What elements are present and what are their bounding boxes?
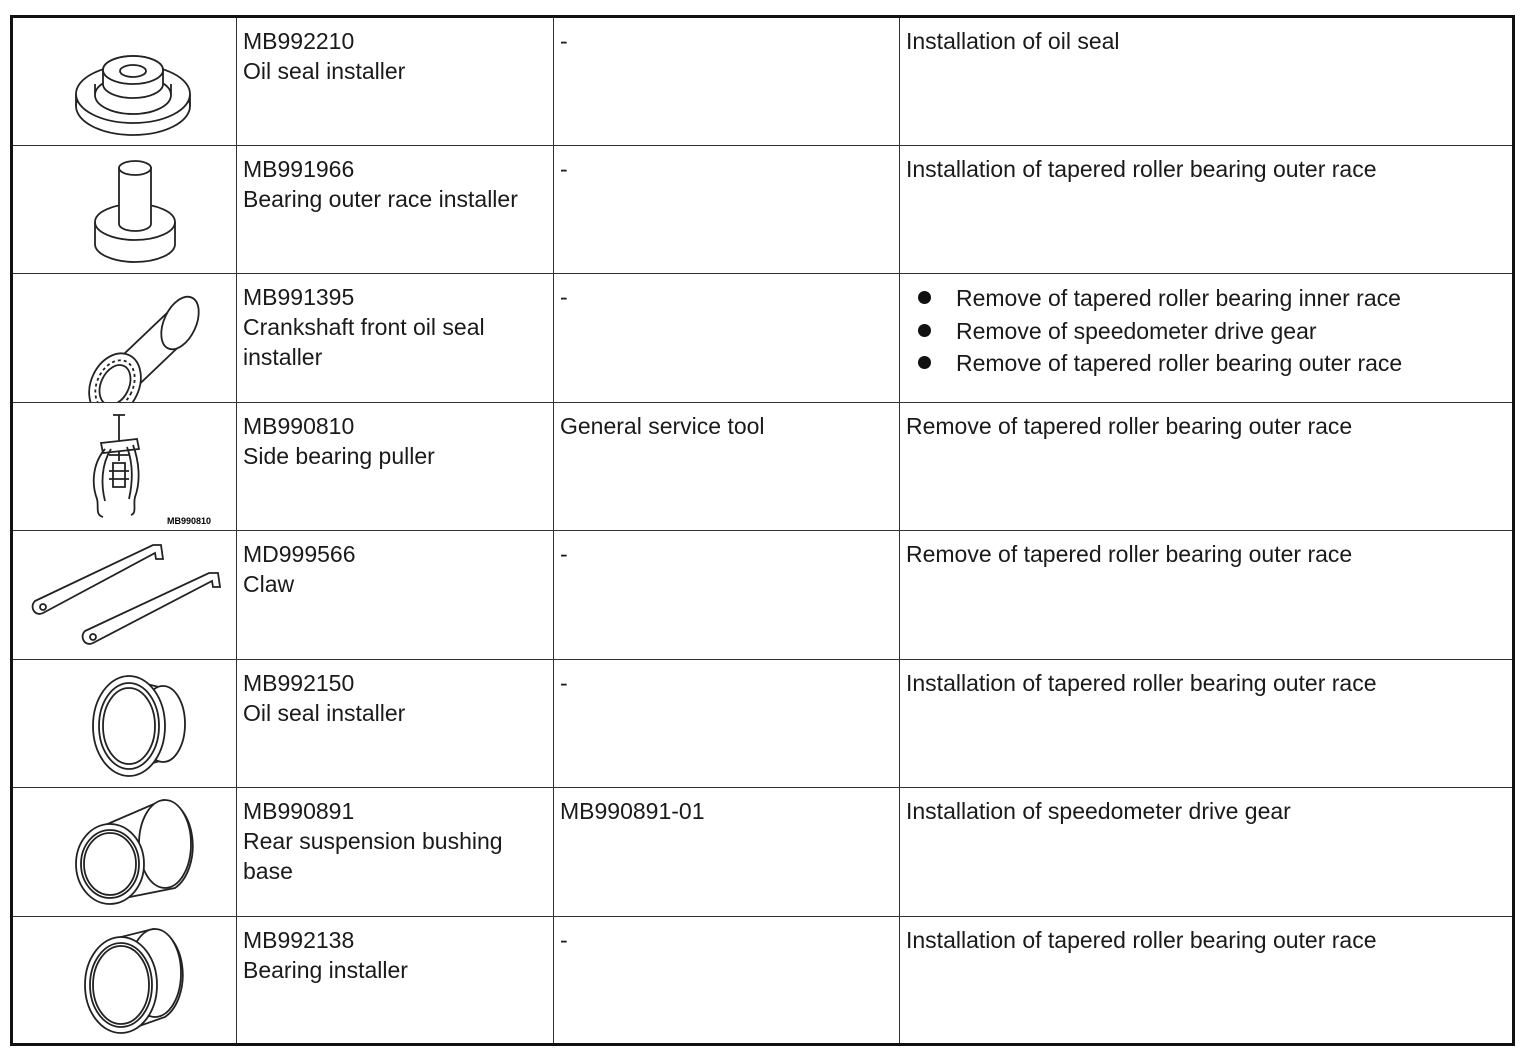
supersession-text: - <box>560 541 568 567</box>
tool-number-name-cell <box>237 916 554 1045</box>
oil-seal-installer-icon <box>13 18 238 146</box>
table-row <box>12 788 1514 917</box>
tool-name: Oil seal installer <box>243 699 406 726</box>
figure-label: MB990810 <box>167 515 212 526</box>
bearing-outer-race-installer-icon <box>13 146 238 274</box>
supersession-text: - <box>560 155 568 182</box>
application-text: Installation of tapered roller bearing outer race <box>906 926 1377 953</box>
supersession-text: - <box>560 28 568 54</box>
supersession-text: - <box>560 284 568 310</box>
supersession-text: MB990891-01 <box>560 798 705 824</box>
tool-name: Crankshaft front oil seal installer <box>243 314 485 370</box>
bullet-icon <box>918 356 931 369</box>
table-row <box>12 531 1514 660</box>
tool-image-cell <box>12 659 237 788</box>
crankshaft-front-oil-seal-installer-icon <box>13 274 238 402</box>
application-list <box>900 274 1512 380</box>
application-text: Installation of oil seal <box>906 28 1120 54</box>
table-row <box>12 916 1514 1045</box>
application-cell <box>900 145 1514 274</box>
rear-suspension-bushing-base-icon <box>13 788 238 916</box>
application-text: Installation of speedometer drive gear <box>906 798 1291 824</box>
bullet-icon <box>918 324 931 337</box>
application-text: Remove of tapered roller bearing inner race <box>956 285 1401 311</box>
tool-image-cell <box>12 916 237 1045</box>
table-row <box>12 659 1514 788</box>
tool-name: Side bearing puller <box>243 442 435 469</box>
tool-number: MB991966 <box>243 155 355 182</box>
tool-number: MB990810 <box>243 412 355 439</box>
tool-number-name-cell <box>237 145 554 274</box>
tool-number: MB991395 <box>243 284 355 310</box>
supersession-text: General service tool <box>560 412 765 439</box>
tool-number-name-cell <box>237 659 554 788</box>
tool-image-cell <box>12 145 237 274</box>
table-row <box>12 17 1514 146</box>
tool-name: Oil seal installer <box>243 58 406 84</box>
supersession-text: - <box>560 926 568 953</box>
supersession-cell <box>554 659 900 788</box>
tool-number: MB990891 <box>243 798 355 824</box>
list-item <box>918 315 1512 348</box>
tool-number-name-cell <box>237 402 554 531</box>
bullet-icon <box>918 291 931 304</box>
tool-number: MB992210 <box>243 28 355 54</box>
list-item <box>918 282 1512 315</box>
table-row <box>12 402 1514 531</box>
supersession-cell <box>554 145 900 274</box>
application-cell <box>900 659 1514 788</box>
table-row <box>12 274 1514 403</box>
special-tools-table <box>10 15 1515 1046</box>
application-text: Installation of tapered roller bearing outer race <box>906 669 1377 696</box>
tool-number-name-cell <box>237 17 554 146</box>
supersession-cell <box>554 531 900 660</box>
side-bearing-puller-icon <box>13 403 238 531</box>
tool-image-cell <box>12 531 237 660</box>
supersession-cell <box>554 916 900 1045</box>
table-row <box>12 145 1514 274</box>
tool-image-cell <box>12 402 237 531</box>
tool-number: MD999566 <box>243 541 356 567</box>
list-item <box>918 347 1512 380</box>
tool-number-name-cell <box>237 274 554 403</box>
bearing-installer-icon <box>13 917 238 1045</box>
tool-name: Bearing installer <box>243 956 408 983</box>
application-cell <box>900 402 1514 531</box>
tool-number-name-cell <box>237 531 554 660</box>
supersession-cell <box>554 274 900 403</box>
tool-name: Bearing outer race installer <box>243 185 518 212</box>
application-text: Remove of speedometer drive gear <box>956 317 1317 344</box>
tool-image-cell <box>12 17 237 146</box>
tool-name: Rear suspension bushing base <box>243 828 503 884</box>
application-cell <box>900 17 1514 146</box>
application-text: Remove of tapered roller bearing outer race <box>906 541 1353 567</box>
application-cell <box>900 274 1514 403</box>
application-cell <box>900 531 1514 660</box>
supersession-cell <box>554 17 900 146</box>
oil-seal-installer-ring-icon <box>13 660 238 788</box>
claw-icon <box>13 531 238 659</box>
application-text: Remove of tapered roller bearing outer race <box>906 412 1353 439</box>
application-text: Installation of tapered roller bearing outer race <box>906 155 1377 182</box>
tool-number: MB992138 <box>243 926 355 953</box>
application-cell <box>900 788 1514 917</box>
supersession-cell <box>554 402 900 531</box>
tool-name: Claw <box>243 571 295 597</box>
supersession-text: - <box>560 669 568 696</box>
tool-image-cell <box>12 788 237 917</box>
application-text: Remove of tapered roller bearing outer race <box>956 350 1403 376</box>
tool-image-cell <box>12 274 237 403</box>
supersession-cell <box>554 788 900 917</box>
tool-number-name-cell <box>237 788 554 917</box>
tool-number: MB992150 <box>243 669 355 696</box>
application-cell <box>900 916 1514 1045</box>
